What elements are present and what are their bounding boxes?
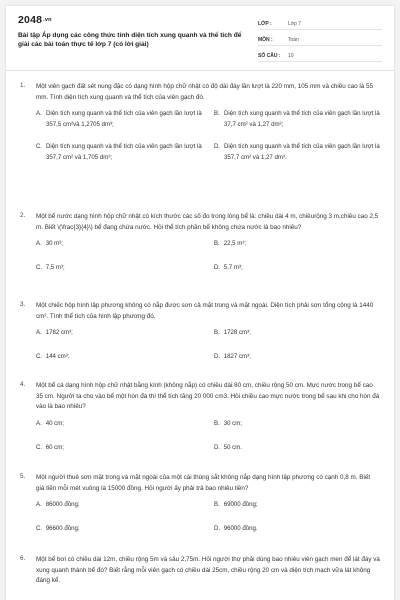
- option-letter: A.: [36, 240, 42, 248]
- question-text: Một bể bơi có chiều dài 12m, chiều rộng 5m và sâu 2,75m. Hỏi người thợ phải dùng bao nhiêu viên gạch men để lát đáy và xung quanh thành bể đó? Biết rằng mỗi viên gạch có chiều dài 25cm, chiều rộng 20 cm và diện tích mạch vữa lát không đáng kể.: [36, 556, 380, 585]
- option-letter: C.: [36, 525, 43, 533]
- question-number: 6.: [20, 555, 26, 562]
- document-meta: [258, 18, 382, 66]
- option-letter: C.: [36, 264, 43, 272]
- question-list: [6, 82, 394, 600]
- option-text: 50 cm.: [223, 443, 242, 451]
- option-text: 1728 cm³;: [223, 329, 251, 337]
- answer-option-c[interactable]: [36, 263, 202, 275]
- header-divider: [6, 70, 394, 71]
- question-5: [6, 473, 394, 555]
- answer-option-c[interactable]: [36, 352, 202, 364]
- site-logo-tld: .vn: [43, 17, 52, 24]
- answer-option-b[interactable]: [214, 109, 380, 130]
- answer-option-b[interactable]: [214, 500, 380, 512]
- option-text: 69000 đồng;: [223, 501, 258, 509]
- option-text: 86000 đồng;: [45, 501, 80, 509]
- site-logo-name: 2048: [18, 14, 43, 26]
- question-text: Một bể nước dạng hình hộp chữ nhật có kích thước các số đo trong lòng bể là: chiều dài 4 m, chiềurộng 3 m,chiều cao 2,5 m. Biết \(\frac{3}{4}\) bể đang chứa nước. Hỏi thể tích phần bể không chứa nước là bao nhiêu?: [36, 213, 379, 231]
- meta-value: Toán: [288, 36, 299, 43]
- option-letter: C.: [36, 353, 43, 361]
- answer-options: [36, 239, 380, 275]
- answer-option-b[interactable]: [214, 239, 380, 251]
- meta-value: Lớp 7: [288, 20, 302, 27]
- question-number: 3.: [20, 301, 26, 308]
- option-text: Diện tích xung quanh và thể tích của viên gạch lần lượt là 357,5 cm²và 1,2705 dm³;: [46, 110, 202, 128]
- option-text: 96000 đồng.: [223, 525, 258, 533]
- option-text: 96600 đồng;: [45, 525, 80, 533]
- option-text: 60 cm;: [45, 443, 64, 451]
- option-letter: B.: [214, 419, 220, 427]
- option-letter: A.: [36, 501, 42, 509]
- meta-label: MÔN :: [258, 36, 273, 43]
- meta-label: LỚP :: [258, 20, 272, 27]
- option-letter: B.: [214, 501, 220, 509]
- answer-option-b[interactable]: [214, 328, 380, 340]
- answer-option-d[interactable]: [214, 352, 380, 364]
- question-number: 5.: [20, 473, 26, 480]
- answer-option-d[interactable]: [214, 263, 380, 275]
- option-letter: C.: [36, 443, 43, 451]
- question-number: 2.: [20, 212, 26, 219]
- option-letter: D.: [214, 353, 221, 361]
- answer-option-a[interactable]: [36, 328, 202, 340]
- answer-option-d[interactable]: [214, 142, 380, 163]
- option-letter: A.: [36, 419, 42, 427]
- option-text: Diện tích xung quanh và thể tích của viên gạch lần lượt là 357,7 cm² và 1,27 dm³.: [224, 143, 380, 161]
- option-text: 40 cm;: [45, 419, 64, 427]
- answer-option-d[interactable]: [214, 524, 380, 536]
- option-letter: A.: [36, 329, 42, 337]
- question-number: 4.: [20, 381, 26, 388]
- meta-row-grade: [258, 18, 382, 30]
- meta-label: SỐ CÂU :: [258, 52, 281, 59]
- option-text: Diện tích xung quanh và thể tích của viên gạch lần lượt là 357,7 cm² và 1,705 dm³;: [46, 143, 202, 161]
- question-6: [6, 555, 394, 600]
- answer-option-a[interactable]: [36, 239, 202, 251]
- answer-option-a[interactable]: [36, 419, 202, 431]
- question-text: Một người thuê sơn mặt trong và mặt ngoài của một cái thùng sắt không nắp dạng hình lập phương có cạnh 0,8 m. Biết giá tiền mỗi mét vuông là 15000 đồng. Hỏi người ấy phải trả bao nhiêu tiền?: [36, 474, 371, 492]
- option-letter: A.: [36, 110, 42, 118]
- document-title: Bài tập Áp dụng các công thức tính diện tích xung quanh và thể tích để giải các bài toán thực tế lớp 7 (có lời giải): [18, 32, 242, 48]
- question-text: Một bể cá dạng hình hộp chữ nhật bằng kính (không nắp) có chiều dài 80 cm, chiều rộng 50 cm. Mực nước trong bể cao 35 cm. Người ta cho vào bể một hòn đá thì thể tích tăng 20 000 cm3. Hỏi chiều cao mực nước trong bể sau khi cho hòn đá vào là bao nhiêu?: [36, 382, 380, 411]
- option-text: 30 cm;: [223, 419, 242, 427]
- answer-option-d[interactable]: [214, 443, 380, 455]
- answer-option-a[interactable]: [36, 109, 202, 130]
- option-text: 1782 cm³;: [45, 329, 73, 337]
- meta-row-subject: [258, 34, 382, 46]
- option-text: 5,7 m³;: [223, 264, 243, 272]
- question-4: [6, 381, 394, 473]
- option-text: 30 m³;: [45, 240, 63, 248]
- option-letter: D.: [214, 143, 221, 151]
- document-header: [6, 6, 394, 68]
- answer-options: [36, 500, 380, 536]
- answer-option-c[interactable]: [36, 142, 202, 163]
- option-letter: B.: [214, 110, 220, 118]
- option-letter: D.: [214, 264, 221, 272]
- option-text: 144 cm³;: [45, 353, 70, 361]
- meta-row-count: [258, 50, 382, 62]
- option-letter: B.: [214, 329, 220, 337]
- answer-options: [36, 109, 380, 163]
- option-letter: C.: [36, 143, 43, 151]
- answer-option-b[interactable]: [214, 419, 380, 431]
- question-3: [6, 301, 394, 381]
- option-letter: D.: [214, 443, 221, 451]
- answer-option-c[interactable]: [36, 524, 202, 536]
- option-text: 1827 cm³;: [223, 353, 251, 361]
- option-text: 7,5 m³;: [45, 264, 65, 272]
- meta-value: 10: [288, 52, 294, 59]
- answer-option-c[interactable]: [36, 443, 202, 455]
- option-letter: D.: [214, 525, 221, 533]
- question-number: 1.: [20, 82, 26, 89]
- question-text: Một viên gạch đất sét nung đặc có dạng hình hộp chữ nhật có độ dài đáy lần lượt là 220 mm, 105 mm và chiều cao là 55 mm. Tính diện tích xung quanh và thể tích của viên gạch đó.: [36, 83, 374, 101]
- option-letter: B.: [214, 240, 220, 248]
- document-page: [6, 6, 394, 600]
- answer-option-a[interactable]: [36, 500, 202, 512]
- option-text: 22,5 m³;: [223, 240, 247, 248]
- option-text: Diện tích xung quanh và thể tích của viên gạch lần lượt là 37,7 cm² và 1,27 dm³;: [224, 110, 380, 128]
- question-2: [6, 212, 394, 301]
- answer-options: [36, 419, 380, 455]
- question-text: Một chiếc hộp hình lập phương không có nắp được sơn cả mặt trong và mặt ngoài. Diện tích phải sơn tổng cộng là 1440 cm². Tính thể tích của hình lập phương đó.: [36, 302, 374, 320]
- answer-options: [36, 328, 380, 364]
- question-1: [6, 82, 394, 212]
